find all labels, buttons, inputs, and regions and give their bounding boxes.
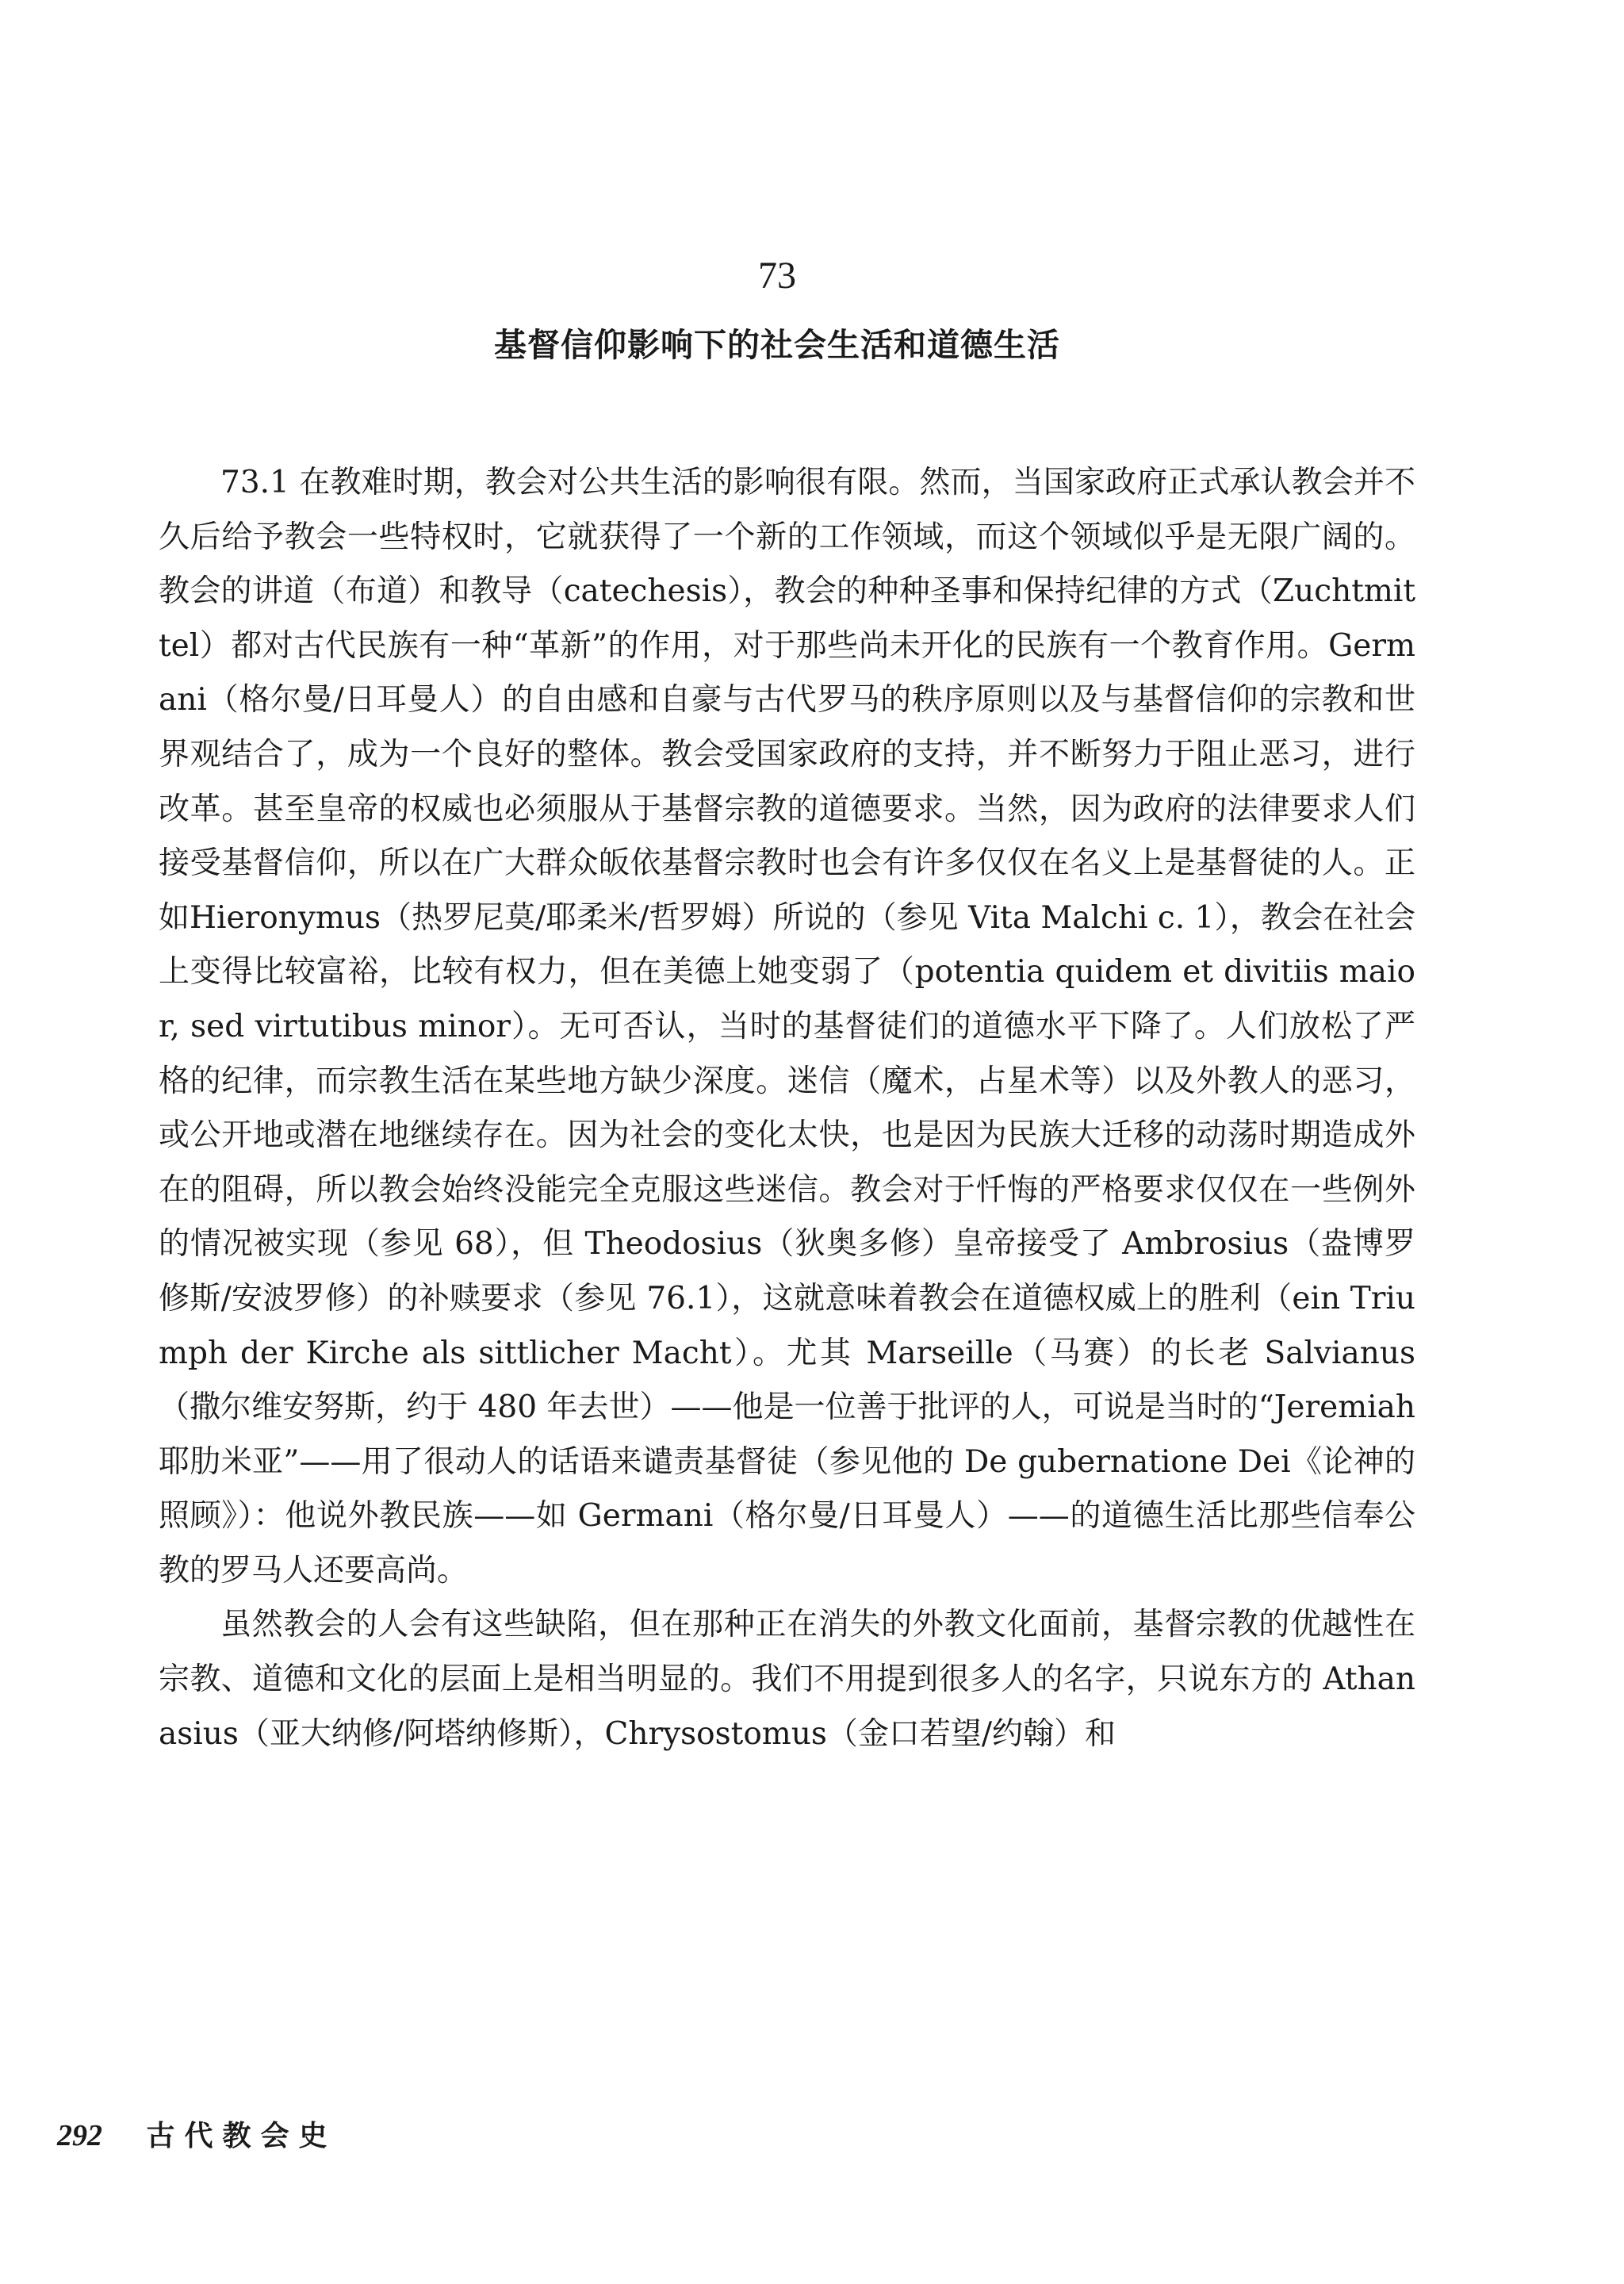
paragraph: 虽然教会的人会有这些缺陷，但在那种正在消失的外教文化面前，基督宗教的优越性在宗教、道德和文化的层面上是相当明显的。我们不用提到很多人的名字，只说东方的 Athanasius（亚大纳修/阿塔纳修斯），Chrysostomus（金口若望/约翰）和 [159,1607,1415,1752]
chapter-number: 73 [758,255,796,297]
paragraph: 73.1 在教难时期，教会对公共生活的影响很有限。然而，当国家政府正式承认教会并不久后给予教会一些特权时，它就获得了一个新的工作领域，而这个领域似乎是无限广阔的。教会的讲道（布道）和教导（catechesis），教会的种种圣事和保持纪律的方式（Zuchtmittel）都对古代民族有一种“革新”的作用，对于那些尚未开化的民族有一个教育作用。Germani（格尔曼/日耳曼人）的自由感和自豪与古代罗马的秩序原则以及与基督信仰的宗教和世界观结合了，成为一个良好的整体。教会受国家政府的支持，并不断努力于阻止恶习，进行改革。甚至皇帝的权威也必须服从于基督宗教的道德要求。当然，因为政府的法律要求人们接受基督信仰，所以在广大群众皈依基督宗教时也会有许多仅仅在名义上是基督徒的人。正如Hieronymus（热罗尼莫/耶柔米/哲罗姆）所说的（参见 Vita Malchi c. 1），教会在社会上变得比较富裕，比较有权力，但在美德上她变弱了（potentia quidem et divitiis maior, sed virtutibus minor）。无可否认，当时的基督徒们的道德水平下降了。人们放松了严格的纪律，而宗教生活在某些地方缺少深度。迷信（魔术，占星术等）以及外教人的恶习，或公开地或潜在地继续存在。因为社会的变化太快，也是因为民族大迁移的动荡时期造成外在的阻碍，所以教会始终没能完全克服这些迷信。教会对于忏悔的严格要求仅仅在一些例外的情况被实现（参见 68），但 Theodosius（狄奥多修）皇帝接受了 Ambrosius（盎博罗修斯/安波罗修）的补赎要求（参见 76.1），这就意味着教会在道德权威上的胜利（ein Triumph der Kirche als sittlicher Macht）。尤其 Marseille（马赛）的长老 Salvianus（撒尔维安努斯，约于 480 年去世）——他是一位善于批评的人，可说是当时的“Jeremiah 耶肋米亚”——用了很动人的话语来谴责基督徒（参见他的 De gubernatione Dei《论神的照顾》）：他说外教民族——如 Germani（格尔曼/日耳曼人）——的道德生活比那些信奉公教的罗马人还要高尚。 [159,465,1415,1588]
page-number: 292 [57,2119,102,2152]
body-text [159,456,1415,1761]
page-footer [57,2116,336,2156]
chapter-title: 基督信仰影响下的社会生活和道德生活 [494,326,1060,364]
running-title: 古代教会史 [146,2119,337,2152]
